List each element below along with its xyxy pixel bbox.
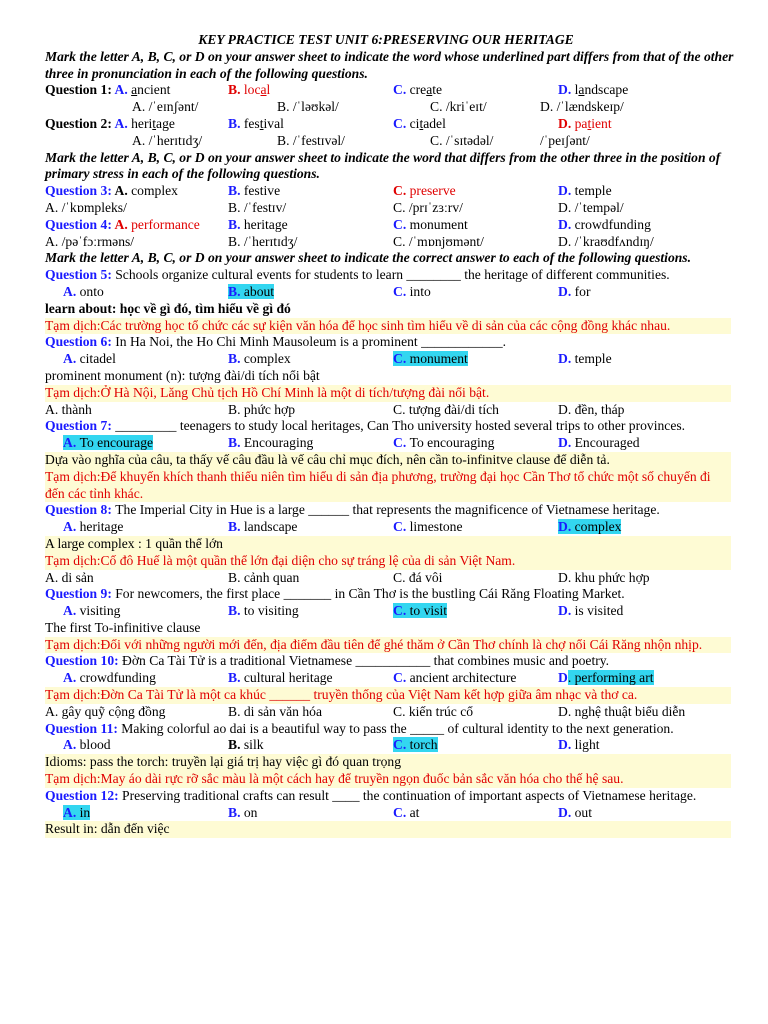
question-8-translation: Tạm dịch:Cố đô Huế là một quần thể lớn đại diện cho sự tráng lệ của di sản Việt Nam.	[45, 553, 731, 570]
question-3: Question 3: A. complex B. festive C. preserve D. temple	[45, 183, 612, 199]
question-6-note: prominent monument (n): tượng đài/di tích nổi bật	[45, 367, 320, 383]
instruction-stress: Mark the letter A, B, C, or D on your answer sheet to indicate the word that differs from the other three in the position of primary stress in each of the following questions.	[45, 149, 721, 182]
question-7-stem: Question 7: _________ teenagers to study local heritages, Can Tho university hosted several trips to other provinces.	[45, 418, 686, 434]
question-7-note: Dựa vào nghĩa của câu, ta thấy vế câu đầu là vế câu chỉ mục đích, nên cần to-infinitve clause để diễn tả.	[45, 452, 731, 469]
question-3-phonetics: A. /ˈkɒmpleks/ B. /ˈfestɪv/ C. /prɪˈzɜːrv/ D. /ˈtempəl/	[45, 199, 624, 215]
correct-answer: B. about	[228, 283, 275, 299]
question-10-stem: Question 10: Đờn Ca Tài Tử is a traditional Vietnamese ___________ that combines music and poetry.	[45, 653, 610, 669]
instruction-pronunciation: Mark the letter A, B, C, or D on your answer sheet to indicate the word whose underlined part differs from that of the other three in pronunciation in each of the following questions.	[45, 48, 734, 81]
correct-answer: D. complex	[558, 519, 622, 535]
question-8-note: A large complex : 1 quần thể lớn	[45, 536, 731, 553]
question-1-phonetics: A. /ˈeɪnʃənt/ B. /ˈləʊkəl/ C. /kriˈeɪt/ D. /ˈlændskeɪp/	[132, 99, 624, 115]
correct-answer: . performing art	[567, 670, 654, 686]
correct-answer: C. torch	[393, 737, 438, 753]
question-11-options: A. blood B. silk C. torch D. light	[63, 737, 600, 753]
correct-answer: A. in	[63, 804, 91, 820]
correct-answer: A. To encourage	[63, 435, 154, 451]
question-9-translation: Tạm dịch:Đối với những người mới đến, địa điểm đầu tiên để ghé thăm ở Cần Thơ chính là chợ nổi Cái Răng nhộn nhịp.	[45, 637, 731, 654]
question-5-stem: Question 5: Schools organize cultural events for students to learn ________ the heritage of different communities.	[45, 267, 670, 283]
question-7-options: A. To encourage B. Encouraging C. To encouraging D. Encouraged	[63, 435, 640, 451]
question-11-translation: Tạm dịch:May áo dài rực rỡ sắc màu là một cách hay để truyền ngọn đuốc bản sắc văn hóa cho thế hệ sau.	[45, 771, 731, 788]
question-10-translation: Tạm dịch:Đờn Ca Tài Tử là một ca khúc ______ truyền thống của Việt Nam kết hợp giữa âm nhạc và thơ ca.	[45, 687, 731, 704]
question-8-stem: Question 8: The Imperial City in Hue is a large ______ that represents the magnificence of Vietnamese heritage.	[45, 502, 660, 518]
question-8-vietnamese-options: A. di sản B. cảnh quan C. đá vôi D. khu phức hợp	[45, 569, 650, 585]
question-5-translation: Tạm dịch:Các trường học tổ chức các sự kiện văn hóa để học sinh tìm hiểu về di sản của các cộng đồng khác nhau.	[45, 318, 731, 335]
question-1: Question 1: A. ancient B. local C. create D. landscape	[45, 82, 629, 98]
question-10-options: A. crowdfunding B. cultural heritage C. ancient architecture D. performing art	[63, 670, 654, 686]
correct-answer: C. monument	[393, 351, 468, 367]
correct-answer: C. to visit	[393, 603, 448, 619]
question-6-translation: Tạm dịch:Ở Hà Nội, Lăng Chủ tịch Hồ Chí Minh là một di tích/tượng đài nổi bật.	[45, 385, 731, 402]
question-4-phonetics: A. /pəˈfɔːrməns/ B. /ˈherɪtɪdʒ/ C. /ˈmɒnjʊmənt/ D. /ˈkraʊdfʌndɪŋ/	[45, 233, 654, 249]
question-8-options: A. heritage B. landscape C. limestone D. complex	[63, 519, 622, 535]
question-6-vietnamese-options: A. thành B. phức hợp C. tượng đài/di tích D. đền, tháp	[45, 401, 625, 417]
question-6-stem: Question 6: In Ha Noi, the Ho Chi Minh Mausoleum is a prominent ____________.	[45, 334, 507, 350]
question-11-stem: Question 11: Making colorful ao dai is a beautiful way to pass the _____ of cultural identity to the next generation.	[45, 720, 674, 736]
question-9-options: A. visiting B. to visiting C. to visit D. is visited	[63, 603, 624, 619]
question-9-note: The first To-infinitive clause	[45, 619, 201, 635]
question-2: Question 2: A. heritage B. festival C. citadel D. patient	[45, 115, 612, 131]
question-5-note: learn about: học về gì đó, tìm hiểu về gì đó	[45, 300, 291, 316]
instruction-correct-answer: Mark the letter A, B, C, or D on your answer sheet to indicate the correct answer to each of the following questions.	[45, 250, 691, 266]
question-9-stem: Question 9: For newcomers, the first place _______ in Cần Thơ is the bustling Cái Răng Floating Market.	[45, 586, 625, 602]
question-10-vietnamese-options: A. gây quỹ cộng đồng B. di sản văn hóa C. kiến trúc cổ D. nghệ thuật biểu diễn	[45, 703, 686, 719]
question-4: Question 4: A. performance B. heritage C. monument D. crowdfunding	[45, 216, 651, 232]
question-label: Question 1:	[45, 82, 115, 98]
question-12-note: Result in: dẫn đến việc	[45, 821, 731, 838]
question-6-options: A. citadel B. complex C. monument D. temple	[63, 351, 612, 367]
question-5-options: A. onto B. about C. into D. for	[63, 283, 591, 299]
question-2-phonetics: A. /ˈherɪtɪdʒ/ B. /ˈfestɪvəl/ C. /ˈsɪtədəl/ /ˈpeɪʃənt/	[132, 132, 590, 148]
question-12-stem: Question 12: Preserving traditional crafts can result ____ the continuation of important aspects of Vietnamese heritage.	[45, 787, 697, 803]
question-12-options: A. in B. on C. at D. out	[63, 804, 592, 820]
question-7-translation: Tạm dịch:Để khuyến khích thanh thiếu niên tìm hiểu di sản địa phương, trường đại học Cần Thơ tổ chức một số chuyến đi đến các tỉnh khác.	[45, 469, 731, 503]
page-title: KEY PRACTICE TEST UNIT 6:PRESERVING OUR HERITAGE	[198, 32, 574, 47]
question-11-note: Idioms: pass the torch: truyền lại giá trị hay việc gì đó quan trọng	[45, 754, 731, 771]
